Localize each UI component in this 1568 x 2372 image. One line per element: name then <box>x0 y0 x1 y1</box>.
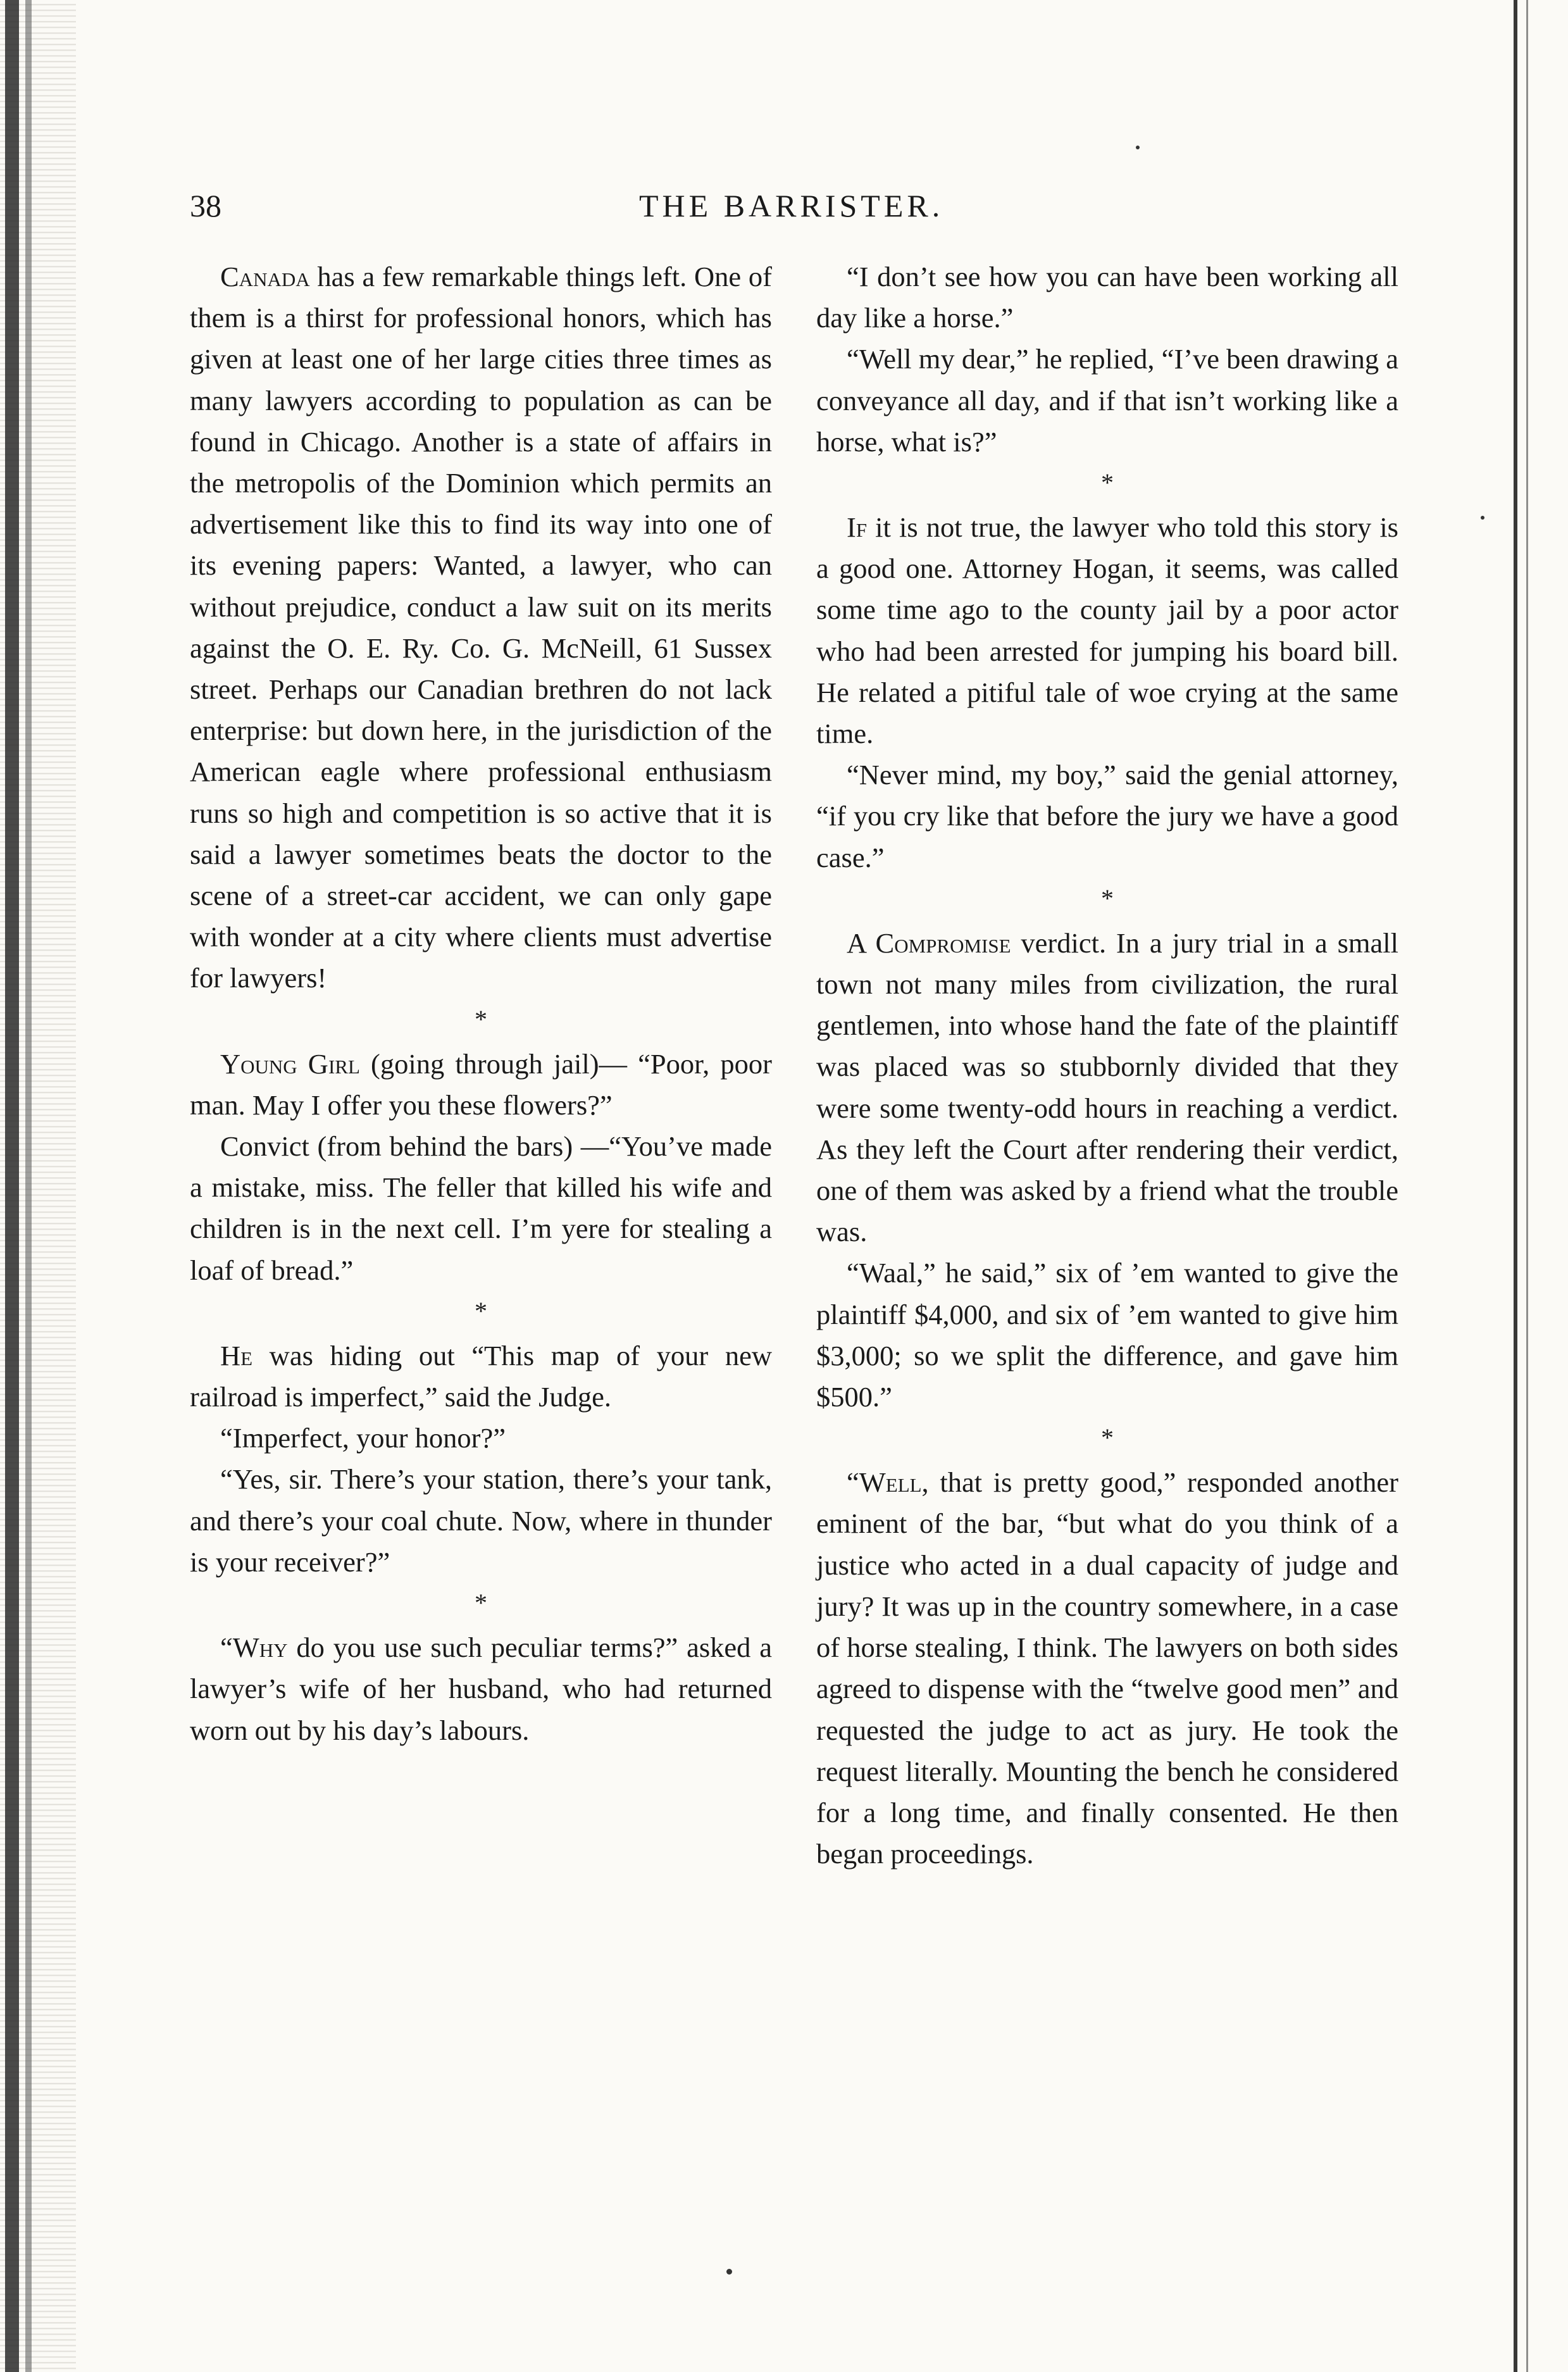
paragraph-dont-see <box>816 256 1398 339</box>
paragraph-lead: A Compromise <box>847 927 1011 959</box>
scan-right-edge <box>1514 0 1517 2372</box>
paragraph-lead: Canada <box>220 261 310 292</box>
paragraph-canada <box>190 256 772 999</box>
section-divider-star: * <box>1101 1423 1114 1452</box>
paragraph-lead: “Why <box>220 1632 288 1664</box>
section-divider-star: * <box>475 1589 487 1618</box>
scan-binding-shadow-inner <box>25 0 32 2372</box>
paragraph-text: “Waal,” he said,” six of ’em wanted to give the plaintiff $4,000, and six of ’em wanted to give him $3,000; so we split the difference, and gave him $500.” <box>816 1257 1398 1413</box>
paragraph-lead: He <box>220 1339 253 1371</box>
paragraph-lead: If <box>847 511 868 544</box>
paragraph-text: it is not true, the lawyer who told this story is a good one. Attorney Hogan, it seems, was called some time ago to the county jail by a poor actor who had been arrested for jumping his board bill. He related a pitiful tale of woe crying at the same time. <box>816 511 1398 750</box>
paragraph-why <box>190 1627 772 1751</box>
scan-right-edge-inner <box>1526 0 1528 2372</box>
paragraph-well-my-dear <box>816 339 1398 463</box>
paragraph-text: Convict (from behind the bars) —“You’ve made a mistake, miss. The feller that killed his wife and children is in the next cell. I’m yere for stealing a loaf of bread.” <box>190 1130 772 1286</box>
paragraph-text: that is pretty good,” responded another eminent of the bar, “but what do you think of a justice who acted in a dual capacity of judge and jury? It was up in the country somewhere, in a case of horse stealing, I think. The lawyers on both sides agreed to dispense with the “twelve good men” and requested the judge to act as jury. He took the request literally. Mounting the bench he considered for a long time, and finally consented. He then began proceedings. <box>816 1466 1398 1870</box>
paragraph-well-pretty-good <box>816 1462 1398 1875</box>
section-divider-star: * <box>475 1004 487 1033</box>
paragraph-waal <box>816 1252 1398 1418</box>
paragraph-text: “Yes, sir. There’s your station, there’s your tank, and there’s your coal chute. Now, where in thunder is your receiver?” <box>190 1463 772 1578</box>
paragraph-text: “I don’t see how you can have been working all day like a horse.” <box>816 261 1398 334</box>
paragraph-hiding-out <box>190 1335 772 1418</box>
paragraph-young-girl <box>190 1044 772 1126</box>
paragraph-imperfect <box>190 1418 772 1459</box>
paragraph-text: “Imperfect, your honor?” <box>220 1422 506 1454</box>
paragraph-if-not-true <box>816 507 1398 754</box>
print-speck <box>726 2269 732 2275</box>
section-divider-star: * <box>1101 883 1114 913</box>
print-speck <box>1481 516 1484 520</box>
page-number: 38 <box>190 188 221 223</box>
running-title: THE BARRISTER. <box>639 188 944 223</box>
right-column <box>816 256 1398 1875</box>
paragraph-yes-sir <box>190 1459 772 1583</box>
paragraph-text: do you use such peculiar terms?” asked a lawyer’s wife of her husband, who had returned worn out by his day’s labours. <box>190 1632 772 1746</box>
paragraph-lead: “Well, <box>847 1466 929 1499</box>
paragraph-lead: Young Girl <box>220 1047 360 1080</box>
section-divider-star: * <box>1101 468 1114 497</box>
print-speck <box>1136 146 1140 149</box>
paragraph-convict <box>190 1126 772 1291</box>
paragraph-text: (going through jail)— “Poor, poor man. May I offer you these flowers?” <box>190 1047 772 1121</box>
paragraph-text: was hiding out “This map of your new railroad is imperfect,” said the Judge. <box>190 1339 772 1413</box>
paragraph-text: has a few remarkable things left. One of them is a thirst for professional honors, which has given at least one of her large cities three times as many lawyers according to population as can be found in Chicago. Another is a state of affairs in the metropolis of the Dominion which permits an advertisement like this to find its way into one of its evening papers: Wanted, a lawyer, who can without prejudice, conduct a law suit on its merits against the O. E. Ry. Co. G. McNeill, 61 Sussex street. Perhaps our Canadian brethren do not lack enterprise: but down here, in the jurisdiction of the American eagle where professional enthusiasm runs so high and competition is so active that it is said a lawyer sometimes beats the doctor to the scene of a street-car accident, we can only gape with wonder at a city where clients must advertise for lawyers! <box>190 261 772 994</box>
left-column <box>190 256 772 1751</box>
section-divider-star: * <box>475 1296 487 1325</box>
paragraph-compromise <box>816 923 1398 1253</box>
paragraph-text: “Never mind, my boy,” said the genial attorney, “if you cry like that before the jury we have a good case.” <box>816 759 1398 873</box>
paragraph-text: verdict. In a jury trial in a small town not many miles from civilization, the rural gentlemen, into whose hand the fate of the plaintiff was placed was so stubbornly divided that they were some twenty-odd hours in reaching a verdict. As they left the Court after rendering their verdict, one of them was asked by a friend what the trouble was. <box>816 927 1398 1248</box>
paragraph-text: “Well my dear,” he replied, “I’ve been drawing a conveyance all day, and if that isn’t working like a horse, what is?” <box>816 343 1398 458</box>
paragraph-never-mind <box>816 754 1398 878</box>
scan-binding-shadow <box>5 0 19 2372</box>
